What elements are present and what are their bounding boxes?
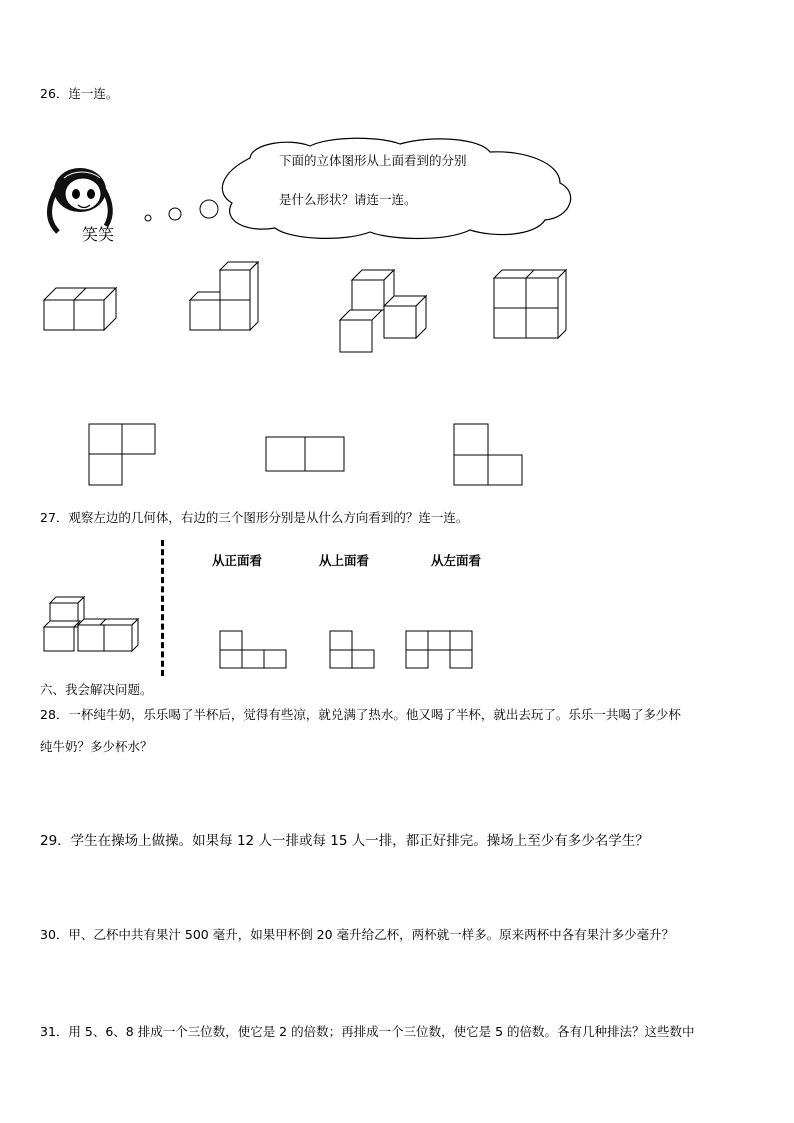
q31-text: 31．用 5、6、8 排成一个三位数，使它是 2 的倍数；再排成一个三位数，使它是 5 的倍数。各有几种排法？这些数中	[40, 1024, 695, 1039]
q28-line-1: 28．一杯纯牛奶，乐乐喝了半杯后，觉得有些凉，就兑满了热水。他又喝了半杯，就出去玩了。乐乐一共喝了多少杯	[40, 707, 681, 722]
top-view-c	[453, 423, 525, 487]
solid-figure-3	[336, 262, 431, 357]
q29-text: 29．学生在操场上做操。如果每 12 人一排或每 15 人一排，都正好排完。操场上至少有多少名学生？	[40, 833, 649, 849]
solid-figure-2	[186, 256, 266, 336]
top-view-a	[88, 423, 158, 487]
view-shape-2	[329, 630, 377, 670]
q30-text: 30．甲、乙杯中共有果汁 500 毫升，如果甲杯倒 20 毫升给乙杯，两杯就一样多。原来两杯中各有果汁多少毫升？	[40, 927, 675, 942]
q28-line-2: 纯牛奶？多少杯水？	[40, 739, 153, 754]
label-top-view: 从上面看	[319, 553, 370, 568]
bubble-line-2: 是什么形状？请连一连。	[279, 192, 417, 207]
q27-solid-figure	[40, 595, 145, 655]
label-left-view: 从左面看	[431, 553, 482, 568]
solid-figure-4	[490, 264, 575, 344]
solid-figure-1	[40, 278, 130, 338]
girl-caption: 笑笑	[82, 225, 115, 244]
section-6-title: 六、我会解决问题。	[40, 682, 153, 697]
view-shape-1	[219, 630, 289, 670]
bubble-line-1: 下面的立体图形从上面看到的分别	[279, 153, 467, 168]
label-front-view: 从正面看	[212, 553, 263, 568]
q27-title: 27．观察左边的几何体，右边的三个图形分别是从什么方向看到的？连一连。	[40, 510, 469, 525]
dashed-divider	[161, 540, 164, 676]
q26-title: 26．连一连。	[40, 86, 119, 101]
view-shape-3	[405, 630, 475, 670]
top-view-b	[265, 436, 347, 474]
